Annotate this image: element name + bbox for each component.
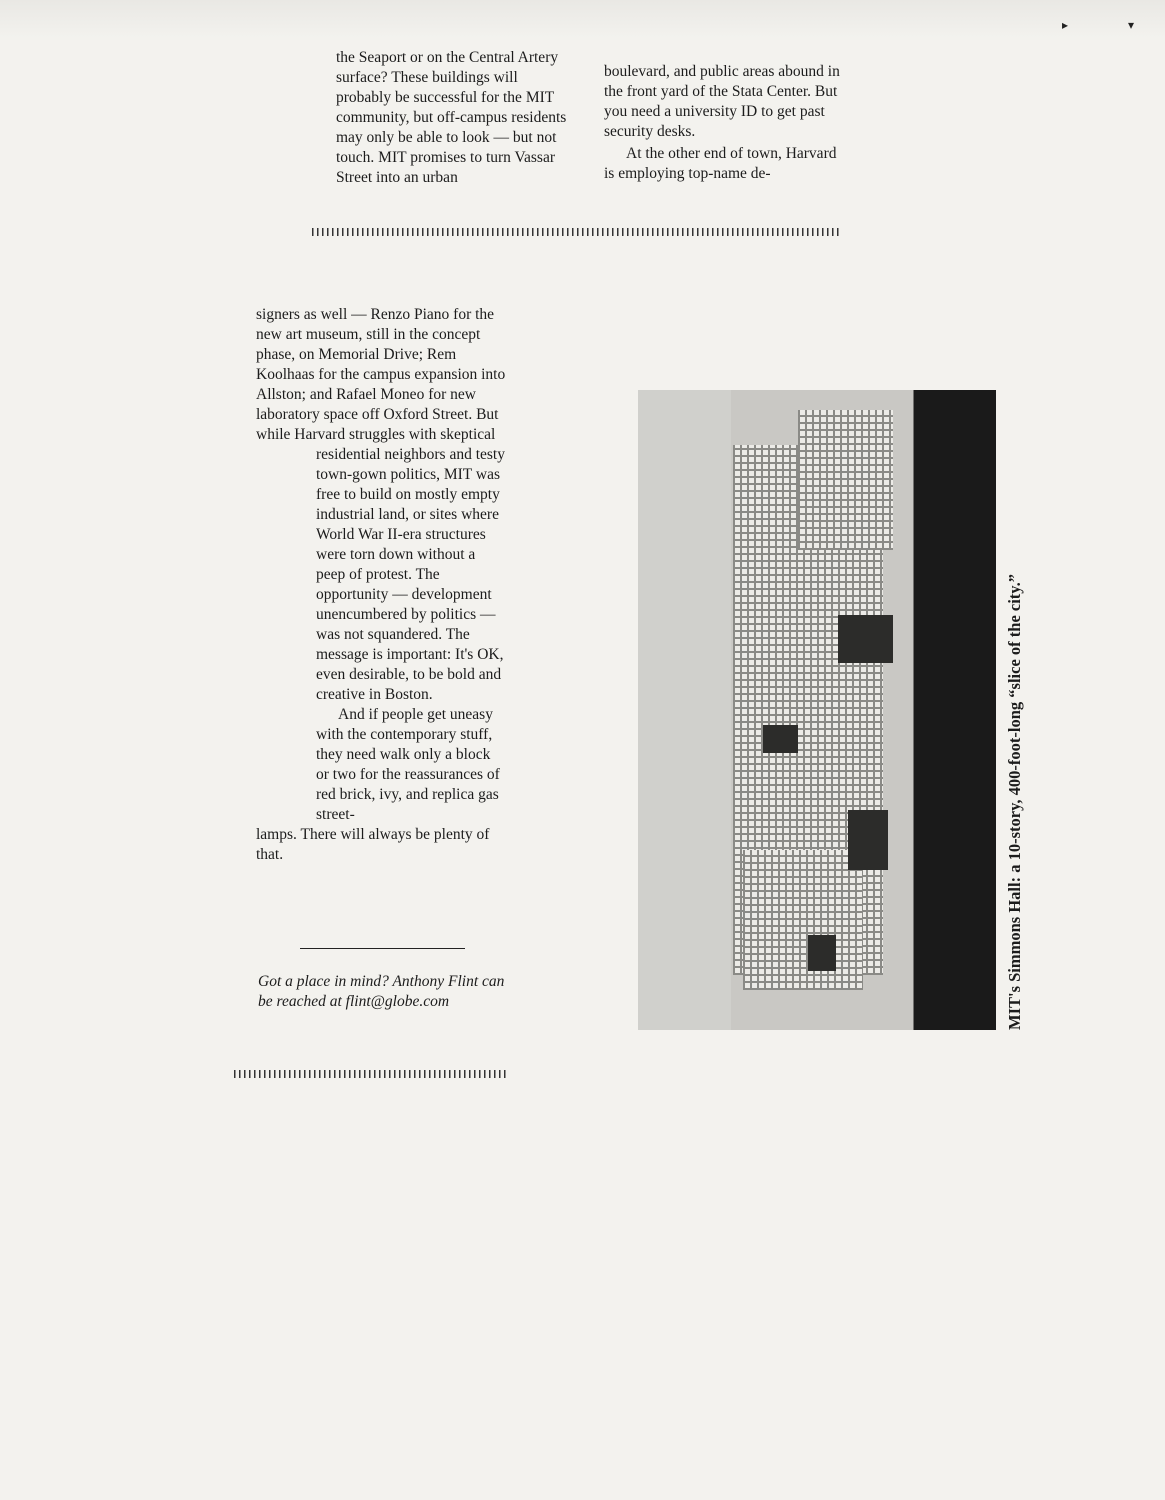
author-byline: Got a place in mind? Anthony Flint can be reached at flint@globe.com <box>258 973 505 1010</box>
scan-mark: ▸ <box>1062 18 1069 32</box>
section-divider <box>312 228 840 236</box>
facade-opening <box>838 615 893 663</box>
simmons-hall-photo <box>638 390 996 1030</box>
article-column-2-top <box>604 62 840 184</box>
article-column-lower <box>256 305 506 865</box>
paragraph: signers as well — Renzo Piano for the new art museum, still in the concept phase, on Memorial Drive; Rem Koolhaas for the campus expansion into Allston; and Rafael Moneo for new laboratory space off Oxford Street. But while Harvard struggles with skeptical <box>256 306 506 443</box>
building-facade <box>743 850 863 990</box>
facade-opening <box>848 810 888 870</box>
page-top-edge <box>0 0 1165 38</box>
section-divider <box>234 1070 506 1078</box>
paragraph: boulevard, and public areas abound in the front yard of the Stata Center. But you need a university ID to get past security desks. <box>604 63 840 140</box>
photo-caption: MIT's Simmons Hall: a 10-story, 400-foot-long “slice of the city.” <box>1005 573 1024 1030</box>
scan-mark: ▾ <box>1128 18 1135 32</box>
facade-opening <box>763 725 798 753</box>
paragraph: At the other end of town, Harvard is employing top-name de- <box>604 145 837 182</box>
paragraph: the Seaport or on the Central Artery surface? These buildings will probably be successful for the MIT community, but off-campus residents may only be able to look — but not touch. MIT promises to turn Vassar Street into an urban <box>336 49 567 186</box>
facade-opening <box>808 935 836 971</box>
paragraph: residential neighbors and testy town-gown politics, MIT was free to build on mostly empty industrial land, or sites where World War II-era structures were torn down without a peep of protest. The opportunity — development unencumbered by politics — was not squandered. The message is important: It's OK, even desirable, to be bold and creative in Boston. <box>316 446 505 703</box>
paragraph: lamps. There will always be plenty of that. <box>256 826 490 863</box>
byline-rule <box>300 948 465 949</box>
building-facade <box>798 410 893 550</box>
paragraph: And if people get uneasy with the contemporary stuff, they need walk only a block or two for the reassurances of red brick, ivy, and replica gas street- <box>316 706 500 823</box>
article-column-1-top <box>336 48 572 188</box>
